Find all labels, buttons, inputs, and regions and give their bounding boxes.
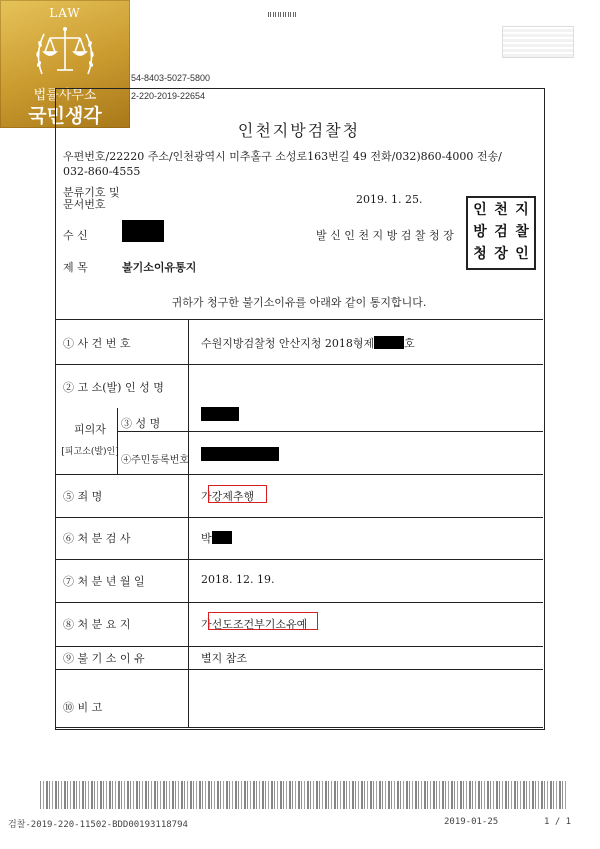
row-label-name: ③ 성 명 (121, 417, 161, 430)
official-seal-stamp (466, 196, 536, 270)
classification-label-line1: 분류기호 및 (63, 186, 120, 199)
address-line2: 032-860-4555 (63, 165, 141, 178)
prosecutor-redaction (212, 531, 232, 544)
seal-char: 인 (473, 202, 487, 218)
subject-value: 불기소이유통지 (122, 261, 197, 274)
suspect-group-label (61, 419, 119, 463)
charge-highlight: 강제추행 (211, 490, 255, 503)
disposition-prefix: 가 (201, 618, 212, 631)
row-label-non-prosecution-reason: ⑨ 불 기 소 이 유 (63, 652, 145, 665)
badge-firm-line1: 법률사무소 (33, 88, 97, 103)
disposition-highlight-box (208, 612, 318, 630)
classification-label-line2: 문서번호 (63, 198, 106, 211)
seal-char: 검 (494, 224, 508, 240)
prosecutor-value (201, 530, 232, 546)
suspect-label-line1: 피의자 (74, 423, 106, 436)
document-title: 인천지방검찰청 (237, 121, 361, 140)
address-line1: 우편번호/22220 주소/인천광역시 미추홀구 소성로163번길 49 전화/032)860-4000 전송/ (63, 150, 502, 163)
notice-text: 귀하가 청구한 불기소이유를 아래와 같이 통지합니다. (171, 296, 427, 309)
case-number-redaction (374, 336, 404, 349)
charge-prefix: 가 (201, 490, 212, 503)
footer-document-id: 검찰-2019-220-11502-BDD00193118794 (8, 820, 188, 830)
case-number-suffix: 호 (404, 337, 415, 350)
resident-number-redaction (201, 447, 279, 461)
address-block (63, 149, 543, 179)
row-label-complainant: ② 고 소(발) 인 성 명 (63, 381, 164, 394)
seal-char: 청 (473, 246, 487, 262)
subject-label: 제 목 (63, 261, 88, 274)
case-number-value (201, 335, 415, 351)
top-barcode (268, 12, 298, 17)
badge-law-text: LAW (49, 6, 81, 20)
row-label-remarks: ⑩ 비 고 (63, 701, 103, 714)
seal-char: 장 (494, 246, 508, 262)
case-number-prefix: 수원지방검찰청 안산지청 2018형제 (201, 337, 375, 350)
prosecutor-prefix: 박 (201, 532, 212, 545)
classification-label (63, 187, 120, 211)
seal-char: 천 (494, 202, 508, 218)
recipient-label: 수 신 (63, 229, 88, 242)
non-prosecution-reason-value: 별지 참조 (201, 652, 248, 665)
footer-barcode (40, 781, 568, 809)
row-label-disposition-date: ⑦ 처 분 년 월 일 (63, 575, 145, 588)
notice-table (55, 319, 543, 727)
charge-highlight-box (208, 485, 267, 503)
seal-char: 지 (515, 202, 529, 218)
row-label-case-number: ① 사 건 번 호 (63, 337, 131, 350)
recipient-redaction (122, 220, 164, 242)
scales-of-justice-icon (30, 20, 100, 82)
row-label-resident-number: ④주민등록번호 (121, 455, 189, 466)
scan-watermark (502, 26, 574, 58)
row-label-charge: ⑤ 죄 명 (63, 490, 103, 503)
disposition-highlight: 선도조건부기소유예 (211, 618, 308, 631)
disposition-date-value: 2018. 12. 19. (201, 573, 275, 586)
suspect-label-line2: [피고소(발)인] (61, 447, 119, 457)
seal-char: 인 (515, 246, 529, 262)
seal-char: 찰 (515, 224, 529, 240)
row-label-disposition-summary: ⑧ 처 분 요 지 (63, 618, 131, 631)
badge-firm-line2: 국민생각 (28, 105, 102, 127)
row-label-prosecutor: ⑥ 처 분 검 사 (63, 532, 131, 545)
suspect-name-redaction (201, 407, 239, 421)
seal-char: 방 (473, 224, 487, 240)
footer-page: 1 / 1 (544, 817, 572, 827)
header-code-1: 54-8403-5027-5800 (131, 73, 211, 83)
document-date: 2019. 1. 25. (356, 193, 423, 206)
sender-line: 발 신 인 천 지 방 검 찰 청 장 (316, 229, 454, 242)
footer-date: 2019-01-25 (444, 817, 499, 827)
header-code-2: 2-220-2019-22654 (131, 91, 206, 101)
